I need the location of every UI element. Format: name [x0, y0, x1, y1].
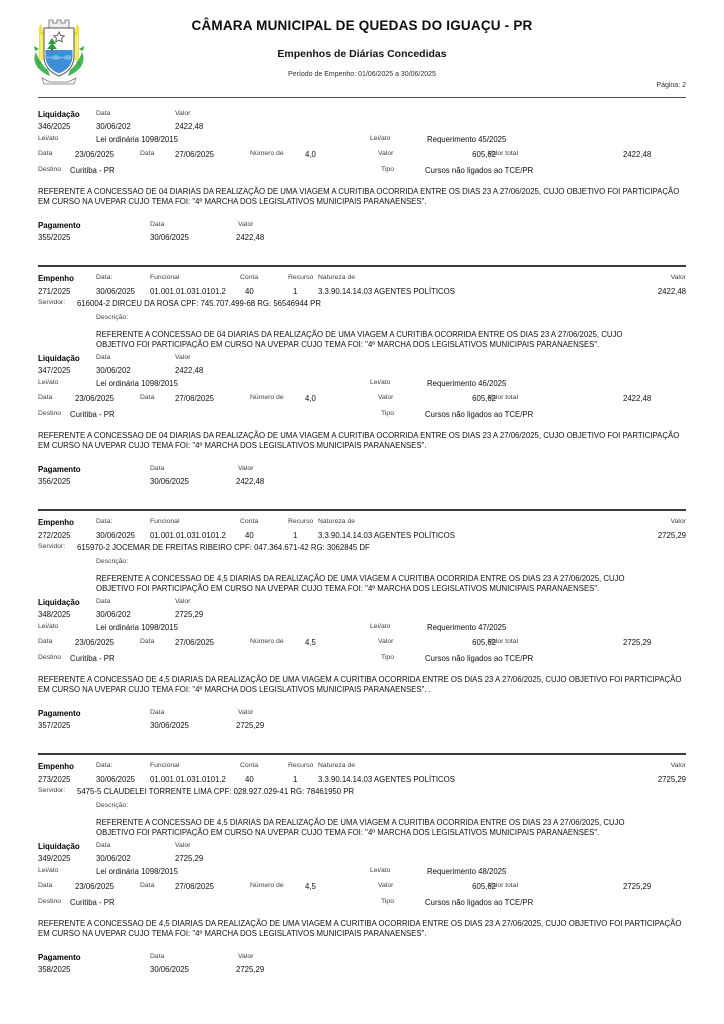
pagamento-header-row — [38, 953, 686, 965]
liquidacao-values-row — [38, 610, 686, 623]
empenho-natureza: 3.3.90.14.14.03 AGENTES POLÍTICOS — [318, 287, 455, 296]
conta-label: Conta — [240, 274, 259, 281]
data-label: Data — [96, 110, 111, 117]
destino-label: Destino — [38, 898, 62, 905]
valor-label: Valor — [238, 221, 254, 228]
conta-label: Conta — [240, 518, 259, 525]
valor-label: Valor — [175, 598, 191, 605]
liquidacao-values-row — [38, 366, 686, 379]
numero-de-label: Número de — [250, 150, 284, 157]
empenho-funcional: 01.001.01.031.0101.2 — [150, 287, 226, 296]
pagamento-number: 358/2025 — [38, 965, 71, 974]
destino-value: Curitiba - PR — [70, 898, 115, 907]
data-label: Data: — [96, 518, 113, 525]
datas-valores-row — [38, 638, 686, 654]
empenho-number: 273/2025 — [38, 775, 71, 784]
lei-ato-label-right: Lei/ato — [370, 867, 391, 874]
datas-valores-row — [38, 150, 686, 166]
valor-label: Valor — [670, 274, 686, 281]
empenho-number: 272/2025 — [38, 531, 71, 540]
valor-total-value: 2725,29 — [623, 638, 652, 647]
report-period: Período de Empenho: 01/06/2025 a 30/06/2025 — [288, 71, 436, 78]
pagamento-value: 2422,48 — [236, 477, 265, 486]
recurso-label: Recurso — [288, 274, 314, 281]
lei-value: Lei ordinária 1098/2015 — [96, 623, 178, 632]
report-body — [38, 97, 686, 1024]
header-divider — [38, 97, 686, 98]
descricao-label: Descrição: — [96, 558, 129, 565]
pagamento-number: 357/2025 — [38, 721, 71, 730]
natureza-label: Natureza de — [318, 518, 356, 525]
servidor-label: Servidor: — [38, 543, 66, 550]
record-divider — [38, 753, 686, 755]
destino-tipo-row — [38, 410, 686, 424]
valor-diaria-value: 605,62 — [472, 150, 496, 159]
data-label: Data — [150, 709, 165, 716]
data-retorno-label: Data — [140, 638, 155, 645]
valor-label: Valor — [175, 354, 191, 361]
empenho-recurso: 1 — [293, 531, 298, 540]
numero-de-label: Número de — [250, 882, 284, 889]
pagamento-date: 30/06/2025 — [150, 721, 190, 730]
descricao-label: Descrição: — [96, 802, 129, 809]
numero-de-label: Número de — [250, 394, 284, 401]
pagamento-date: 30/06/2025 — [150, 477, 190, 486]
empenho-natureza: 3.3.90.14.14.03 AGENTES POLÍTICOS — [318, 775, 455, 784]
conta-label: Conta — [240, 762, 259, 769]
valor-total-label: Valor total — [488, 638, 519, 645]
pagamento-value: 2725,29 — [236, 721, 265, 730]
servidor-value: 615970-2 JOCEMAR DE FREITAS RIBEIRO CPF: 047.364.671-42 RG: 3062845 DF — [77, 543, 370, 552]
valor-total-label: Valor total — [488, 150, 519, 157]
lei-ato-row — [38, 867, 686, 882]
lei-value: Lei ordinária 1098/2015 — [96, 867, 178, 876]
natureza-label: Natureza de — [318, 274, 356, 281]
data-retorno-value: 27/06/2025 — [175, 638, 215, 647]
valor-diaria-label: Valor — [378, 394, 394, 401]
liquidacao-block — [38, 598, 686, 668]
liquidacao-header-row — [38, 842, 686, 854]
empenho-valor: 2725,29 — [657, 531, 686, 540]
liquidacao-number: 349/2025 — [38, 854, 71, 863]
empenho-funcional: 01.001.01.031.0101.2 — [150, 775, 226, 784]
data-label: Data: — [96, 274, 113, 281]
tipo-value: Cursos não ligados ao TCE/PR — [425, 654, 534, 663]
funcional-label: Funcional — [150, 518, 180, 525]
pagamento-date: 30/06/2025 — [150, 233, 190, 242]
data-label: Data — [96, 842, 111, 849]
liquidacao-label: Liquidação — [38, 110, 80, 119]
descricao-paragraph: REFERENTE A CONCESSAO DE 4,5 DIARIAS DA REALIZAÇÃO DE UMA VIAGEM A CURITIBA OCORRIDA ENTRE OS DIAS 23 A 27/06/2025, CUJO OBJETIVO FOI PARTICIPAÇÃO EM CURSO NA UVEPAR CUJO TEMA FOI: "4º MARCHA DOS LEGISLATIVOS MUNICIPAIS PARANAENSES". — [96, 574, 625, 593]
empenho-record — [38, 265, 686, 490]
valor-diaria-value: 605,62 — [472, 394, 496, 403]
data-label: Data — [150, 953, 165, 960]
pagamento-block — [38, 953, 686, 978]
servidor-row — [38, 787, 686, 800]
numero-de-value: 4,0 — [305, 394, 316, 403]
descricao-paragraph: REFERENTE A CONCESSAO DE 04 DIARIAS DA REALIZAÇÃO DE UMA VIAGEM A CURITIBA OCORRIDA ENTRE OS DIAS 23 A 27/06/2025, CUJO OBJETIVO FOI PARTICIPAÇÃO EM CURSO NA UVEPAR CUJO TEMA FOI: "4º MARCHA DOS LEGISLATIVOS MUNICIPAIS PARANAENSES". — [96, 330, 623, 349]
empenho-valor: 2422,48 — [657, 287, 686, 296]
pagamento-values-row — [38, 721, 686, 734]
pagamento-date: 30/06/2025 — [150, 965, 190, 974]
data-retorno-label: Data — [140, 882, 155, 889]
data-saida-value: 23/06/2025 — [75, 882, 115, 891]
recurso-label: Recurso — [288, 762, 314, 769]
pagamento-value: 2725,29 — [236, 965, 265, 974]
pagamento-header-row — [38, 465, 686, 477]
servidor-value: 616004-2 DIRCEU DA ROSA CPF: 745.707.499-68 RG: 56546944 PR — [77, 299, 322, 308]
valor-total-value: 2422,48 — [623, 150, 652, 159]
liquidacao-number: 346/2025 — [38, 122, 71, 131]
destino-label: Destino — [38, 410, 62, 417]
funcional-label: Funcional — [150, 762, 180, 769]
datas-valores-row — [38, 882, 686, 898]
numero-de-label: Número de — [250, 638, 284, 645]
liquidacao-values-row — [38, 122, 686, 135]
data-saida-label: Data — [38, 150, 53, 157]
empenho-conta: 40 — [245, 531, 254, 540]
liquidacao-label: Liquidação — [38, 598, 80, 607]
liquidacao-date: 30/06/202 — [96, 854, 131, 863]
empenho-record — [38, 753, 686, 978]
observacao-paragraph: REFERENTE A CONCESSAO DE 4,5 DIARIAS DA REALIZAÇÃO DE UMA VIAGEM A CURITIBA OCORRIDA ENTRE OS DIAS 23 A 27/06/2025, CUJO OBJETIVO FOI PARTICIPAÇÃO EM CURSO NA UVEPAR CUJO TEMA FOI: "4º MARCHA DOS LEGISLATIVOS MUNICIPAIS PARANAENSES". . — [38, 675, 682, 694]
lei-value: Lei ordinária 1098/2015 — [96, 135, 178, 144]
data-saida-value: 23/06/2025 — [75, 150, 115, 159]
requerimento-value: Requerimento 47/2025 — [427, 623, 507, 632]
empenho-header-row — [38, 518, 686, 531]
funcional-label: Funcional — [150, 274, 180, 281]
liquidacao-label: Liquidação — [38, 354, 80, 363]
lei-value: Lei ordinária 1098/2015 — [96, 379, 178, 388]
liquidacao-date: 30/06/202 — [96, 366, 131, 375]
pagamento-label: Pagamento — [38, 221, 81, 230]
empenho-valor: 2725,29 — [657, 775, 686, 784]
liquidacao-number: 347/2025 — [38, 366, 71, 375]
pagamento-values-row — [38, 965, 686, 978]
report-header — [0, 0, 724, 97]
empenho-recurso: 1 — [293, 287, 298, 296]
empenho-values-row — [38, 287, 686, 299]
valor-diaria-label: Valor — [378, 150, 394, 157]
empenho-date: 30/06/2025 — [96, 287, 136, 296]
empenho-values-row — [38, 775, 686, 787]
observacao-paragraph: REFERENTE A CONCESSAO DE 4,5 DIARIAS DA REALIZAÇÃO DE UMA VIAGEM A CURITIBA OCORRIDA ENTRE OS DIAS 23 A 27/06/2025, CUJO OBJETIVO FOI PARTICIPAÇÃO EM CURSO NA UVEPAR CUJO TEMA FOI: "4º MARCHA DOS LEGISLATIVOS MUNICIPAIS PARANAENSES". — [38, 919, 682, 938]
lei-ato-label: Lei/ato — [38, 623, 59, 630]
valor-label: Valor — [175, 842, 191, 849]
valor-diaria-value: 605,62 — [472, 882, 496, 891]
data-label: Data — [96, 598, 111, 605]
page-title: CÂMARA MUNICIPAL DE QUEDAS DO IGUAÇU - PR — [191, 18, 533, 33]
valor-label: Valor — [175, 110, 191, 117]
data-label: Data: — [96, 762, 113, 769]
record-divider — [38, 509, 686, 511]
lei-ato-label: Lei/ato — [38, 135, 59, 142]
liquidacao-number: 348/2025 — [38, 610, 71, 619]
valor-diaria-label: Valor — [378, 638, 394, 645]
empenho-funcional: 01.001.01.031.0101.2 — [150, 531, 226, 540]
lei-ato-label-right: Lei/ato — [370, 623, 391, 630]
data-retorno-label: Data — [140, 150, 155, 157]
empenho-date: 30/06/2025 — [96, 531, 136, 540]
liquidacao-block — [38, 110, 686, 180]
descricao-label-row — [38, 314, 686, 328]
empenho-natureza: 3.3.90.14.14.03 AGENTES POLÍTICOS — [318, 531, 455, 540]
requerimento-value: Requerimento 48/2025 — [427, 867, 507, 876]
servidor-row — [38, 543, 686, 556]
destino-tipo-row — [38, 654, 686, 668]
lei-ato-label-right: Lei/ato — [370, 135, 391, 142]
valor-diaria-value: 605,62 — [472, 638, 496, 647]
liquidacao-value: 2422,48 — [175, 366, 204, 375]
tipo-label: Tipo — [381, 166, 394, 173]
destino-value: Curitiba - PR — [70, 654, 115, 663]
destino-label: Destino — [38, 166, 62, 173]
lei-ato-row — [38, 623, 686, 638]
liquidacao-header-row — [38, 354, 686, 366]
pagamento-header-row — [38, 221, 686, 233]
liquidacao-values-row — [38, 854, 686, 867]
ribbon — [42, 78, 76, 84]
descricao-paragraph: REFERENTE A CONCESSAO DE 4,5 DIARIAS DA REALIZAÇÃO DE UMA VIAGEM A CURITIBA OCORRIDA ENTRE OS DIAS 23 A 27/06/2025, CUJO OBJETIVO FOI PARTICIPAÇÃO EM CURSO NA UVEPAR CUJO TEMA FOI: "4º MARCHA DOS LEGISLATIVOS MUNICIPAIS PARANAENSES". — [96, 818, 625, 837]
empenho-conta: 40 — [245, 775, 254, 784]
lei-ato-row — [38, 135, 686, 150]
lei-ato-row — [38, 379, 686, 394]
destino-tipo-row — [38, 898, 686, 912]
pagamento-label: Pagamento — [38, 953, 81, 962]
valor-label: Valor — [238, 465, 254, 472]
pagamento-label: Pagamento — [38, 465, 81, 474]
tipo-label: Tipo — [381, 410, 394, 417]
liquidacao-date: 30/06/202 — [96, 122, 131, 131]
data-label: Data — [150, 221, 165, 228]
data-retorno-label: Data — [140, 394, 155, 401]
empenho-label: Empenho — [38, 518, 74, 527]
numero-de-value: 4,0 — [305, 150, 316, 159]
servidor-value: 5475-5 CLAUDELEI TORRENTE LIMA CPF: 028.927.029-41 RG: 78461950 PR — [77, 787, 355, 796]
valor-label: Valor — [670, 762, 686, 769]
empenho-values-row — [38, 531, 686, 543]
liquidacao-block — [38, 354, 686, 424]
liquidacao-header-row — [38, 110, 686, 122]
liquidacao-header-row — [38, 598, 686, 610]
observacao-paragraph: REFERENTE A CONCESSAO DE 04 DIARIAS DA REALIZAÇÃO DE UMA VIAGEM A CURITIBA OCORRIDA ENTRE OS DIAS 23 A 27/06/2025, CUJO OBJETIVO FOI PARTICIPAÇÃO EM CURSO NA UVEPAR CUJO TEMA FOI: "4º MARCHA DOS LEGISLATIVOS MUNICIPAIS PARANAENSES". — [38, 187, 680, 206]
tipo-label: Tipo — [381, 654, 394, 661]
data-saida-value: 23/06/2025 — [75, 638, 115, 647]
pagamento-block — [38, 465, 686, 490]
pagamento-values-row — [38, 477, 686, 490]
numero-de-value: 4,5 — [305, 638, 316, 647]
valor-label: Valor — [670, 518, 686, 525]
tipo-value: Cursos não ligados ao TCE/PR — [425, 166, 534, 175]
valor-total-value: 2725,29 — [623, 882, 652, 891]
tipo-value: Cursos não ligados ao TCE/PR — [425, 898, 534, 907]
pagamento-values-row — [38, 233, 686, 246]
liquidacao-label: Liquidação — [38, 842, 80, 851]
report-subtitle: Empenhos de Diárias Concedidas — [277, 48, 447, 60]
empenho-number: 271/2025 — [38, 287, 71, 296]
data-saida-label: Data — [38, 638, 53, 645]
descricao-label: Descrição: — [96, 314, 129, 321]
servidor-label: Servidor: — [38, 787, 66, 794]
pagamento-header-row — [38, 709, 686, 721]
page-number: Página: 2 — [656, 82, 686, 89]
valor-label: Valor — [238, 953, 254, 960]
lei-ato-label-right: Lei/ato — [370, 379, 391, 386]
data-saida-label: Data — [38, 394, 53, 401]
valor-total-value: 2422,48 — [623, 394, 652, 403]
destino-tipo-row — [38, 166, 686, 180]
record-divider — [38, 265, 686, 267]
destino-value: Curitiba - PR — [70, 410, 115, 419]
pagamento-block — [38, 221, 686, 246]
natureza-label: Natureza de — [318, 762, 356, 769]
lei-ato-label: Lei/ato — [38, 867, 59, 874]
descricao-label-row — [38, 558, 686, 572]
datas-valores-row — [38, 394, 686, 410]
valor-total-label: Valor total — [488, 882, 519, 889]
empenho-label: Empenho — [38, 274, 74, 283]
tipo-label: Tipo — [381, 898, 394, 905]
liquidacao-value: 2422,48 — [175, 122, 204, 131]
pagamento-block — [38, 709, 686, 734]
data-label: Data — [150, 465, 165, 472]
pagamento-value: 2422,48 — [236, 233, 265, 242]
liquidacao-block — [38, 842, 686, 912]
pagamento-number: 356/2025 — [38, 477, 71, 486]
data-retorno-value: 27/06/2025 — [175, 394, 215, 403]
empenho-conta: 40 — [245, 287, 254, 296]
requerimento-value: Requerimento 46/2025 — [427, 379, 507, 388]
numero-de-value: 4,5 — [305, 882, 316, 891]
empenho-label: Empenho — [38, 762, 74, 771]
servidor-label: Servidor: — [38, 299, 66, 306]
empenho-record — [38, 509, 686, 734]
recurso-label: Recurso — [288, 518, 314, 525]
pagamento-number: 355/2025 — [38, 233, 71, 242]
destino-label: Destino — [38, 654, 62, 661]
liquidacao-value: 2725,29 — [175, 610, 204, 619]
data-label: Data — [96, 354, 111, 361]
data-retorno-value: 27/06/2025 — [175, 882, 215, 891]
data-retorno-value: 27/06/2025 — [175, 150, 215, 159]
observacao-paragraph: REFERENTE A CONCESSAO DE 04 DIARIAS DA REALIZAÇÃO DE UMA VIAGEM A CURITIBA OCORRIDA ENTRE OS DIAS 23 A 27/06/2025, CUJO OBJETIVO FOI PARTICIPAÇÃO EM CURSO NA UVEPAR CUJO TEMA FOI: "4º MARCHA DOS LEGISLATIVOS MUNICIPAIS PARANAENSES". — [38, 431, 680, 450]
valor-label: Valor — [238, 709, 254, 716]
liquidacao-date: 30/06/202 — [96, 610, 131, 619]
tipo-value: Cursos não ligados ao TCE/PR — [425, 410, 534, 419]
descricao-label-row — [38, 802, 686, 816]
empenho-date: 30/06/2025 — [96, 775, 136, 784]
valor-diaria-label: Valor — [378, 882, 394, 889]
empenho-header-row — [38, 274, 686, 287]
empenho-header-row — [38, 762, 686, 775]
empenho-recurso: 1 — [293, 775, 298, 784]
data-saida-label: Data — [38, 882, 53, 889]
destino-value: Curitiba - PR — [70, 166, 115, 175]
lei-ato-label: Lei/ato — [38, 379, 59, 386]
pagamento-label: Pagamento — [38, 709, 81, 718]
liquidacao-value: 2725,29 — [175, 854, 204, 863]
requerimento-value: Requerimento 45/2025 — [427, 135, 507, 144]
data-saida-value: 23/06/2025 — [75, 394, 115, 403]
valor-total-label: Valor total — [488, 394, 519, 401]
servidor-row — [38, 299, 686, 312]
